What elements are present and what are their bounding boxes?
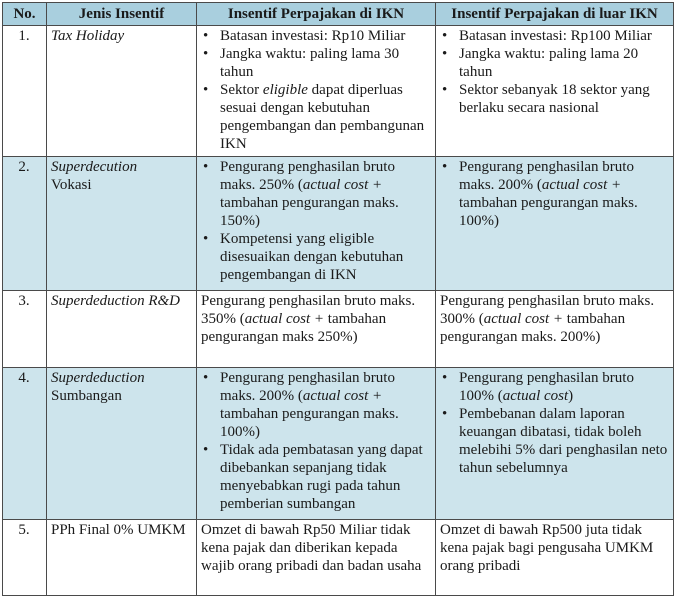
incentive-type: Superdeduction R&D <box>47 291 197 368</box>
incentive-type: PPh Final 0% UMKM <box>47 520 197 596</box>
table-row <box>3 291 674 368</box>
luar-cell <box>436 157 674 291</box>
table-row <box>3 157 674 291</box>
list-item: • Batasan investasi: Rp10 Miliar <box>201 27 432 45</box>
list-item: • Jangka waktu: paling lama 30 tahun <box>201 45 432 81</box>
list-item: • Pengurang penghasilan bruto maks. 200% (actual cost + tambahan pengurangan maks. 100%) <box>440 158 670 230</box>
header-luar: Insentif Perpajakan di luar IKN <box>436 3 674 26</box>
row-number: 5. <box>3 520 47 596</box>
header-row <box>3 3 674 26</box>
list-item: • Jangka waktu: paling lama 20 tahun <box>440 45 670 81</box>
table-row <box>3 368 674 520</box>
row-number: 3. <box>3 291 47 368</box>
table-row <box>3 26 674 157</box>
ikn-cell <box>197 368 436 520</box>
list-item: • Pembebanan dalam laporan keuangan dibatasi, tidak boleh melebihi 5% dari penghasilan neto tahun sebelumnya <box>440 405 670 477</box>
header-no: No. <box>3 3 47 26</box>
luar-cell <box>436 26 674 157</box>
list-item: • Sektor sebanyak 18 sektor yang berlaku secara nasional <box>440 81 670 117</box>
list-item: • Pengurang penghasilan bruto 100% (actual cost) <box>440 369 670 405</box>
incentive-type: Superdeduction Sumbangan <box>47 368 197 520</box>
ikn-cell: Pengurang penghasilan bruto maks. 350% (actual cost + tambahan pengurangan maks 250%) <box>197 291 436 368</box>
luar-cell: Omzet di bawah Rp500 juta tidak kena pajak bagi pengusaha UMKM orang pribadi <box>436 520 674 596</box>
list-item: • Batasan investasi: Rp100 Miliar <box>440 27 670 45</box>
ikn-cell: Omzet di bawah Rp50 Miliar tidak kena pajak dan diberikan kepada wajib orang pribadi dan badan usaha <box>197 520 436 596</box>
list-item: • Kompetensi yang eligible disesuaikan dengan kebutuhan pengembangan di IKN <box>201 230 432 284</box>
luar-cell: Pengurang penghasilan bruto maks. 300% (actual cost + tambahan pengurangan maks. 200%) <box>436 291 674 368</box>
list-item: • Pengurang penghasilan bruto maks. 250% (actual cost + tambahan pengurangan maks. 150%) <box>201 158 432 230</box>
row-number: 4. <box>3 368 47 520</box>
ikn-cell <box>197 26 436 157</box>
luar-cell <box>436 368 674 520</box>
list-item: • Tidak ada pembatasan yang dapat dibebankan sepanjang tidak menyebabkan rugi pada tahun pemberian sumbangan <box>201 441 432 513</box>
row-number: 1. <box>3 26 47 157</box>
table-row <box>3 520 674 596</box>
list-item: • Pengurang penghasilan bruto maks. 200% (actual cost + tambahan pengurangan maks. 100%) <box>201 369 432 441</box>
list-item: • Sektor eligible dapat diperluas sesuai dengan kebutuhan pengembangan dan pembangunan IKN <box>201 81 432 153</box>
header-ikn: Insentif Perpajakan di IKN <box>197 3 436 26</box>
row-number: 2. <box>3 157 47 291</box>
incentive-table <box>2 2 674 596</box>
incentive-type: Superdecution Vokasi <box>47 157 197 291</box>
ikn-cell <box>197 157 436 291</box>
incentive-type: Tax Holiday <box>47 26 197 157</box>
header-jenis: Jenis Insentif <box>47 3 197 26</box>
